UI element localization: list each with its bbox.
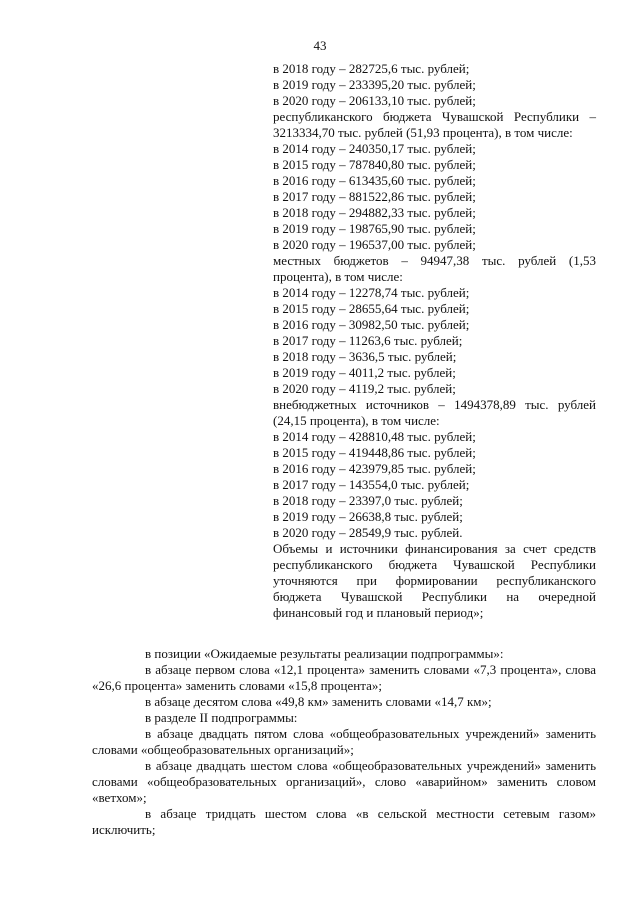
list-item: в 2020 году – 206133,10 тыс. рублей; <box>273 93 476 108</box>
list-item: в 2014 году – 428810,48 тыс. рублей; <box>273 429 476 444</box>
year-list-c <box>273 285 596 397</box>
list-item: в 2016 году – 30982,50 тыс. рублей; <box>273 317 470 332</box>
year-list-d <box>273 429 596 541</box>
list-item: в 2020 году – 28549,9 тыс. рублей. <box>273 525 463 540</box>
list-item: в 2019 году – 4011,2 тыс. рублей; <box>273 365 456 380</box>
local-budget-paragraph: местных бюджетов – 94947,38 тыс. рублей (1,53 процента), в том числе: <box>273 253 596 284</box>
list-item: в 2016 году – 423979,85 тыс. рублей; <box>273 461 476 476</box>
list-item: в 2018 году – 294882,33 тыс. рублей; <box>273 205 476 220</box>
list-item: в 2020 году – 196537,00 тыс. рублей; <box>273 237 476 252</box>
list-item: в 2019 году – 26638,8 тыс. рублей; <box>273 509 463 524</box>
year-list-b <box>273 141 596 253</box>
list-item: в 2019 году – 198765,90 тыс. рублей; <box>273 221 476 236</box>
paragraph: в позиции «Ожидаемые результаты реализации подпрограммы»: <box>145 646 504 661</box>
paragraph: в абзаце тридцать шестом слова «в сельской местности сетевым газом» исключить; <box>92 806 596 837</box>
paragraph: в абзаце двадцать шестом слова «общеобразовательных учреждений» заменить словами «общеобразовательных организаций», слово «аварийном» заменить словом «ветхом»; <box>92 758 596 805</box>
funding-column <box>273 61 596 621</box>
list-item: в 2018 году – 282725,6 тыс. рублей; <box>273 61 470 76</box>
paragraph: в абзаце десятом слова «49,8 км» заменить словами «14,7 км»; <box>145 694 492 709</box>
amendments-text <box>92 646 596 838</box>
list-item: в 2018 году – 23397,0 тыс. рублей; <box>273 493 463 508</box>
year-list-a <box>273 61 596 109</box>
paragraph: в абзаце первом слова «12,1 процента» заменить словами «7,3 процента», слова «26,6 процента» заменить словами «15,8 процента»; <box>92 662 596 693</box>
list-item: в 2017 году – 11263,6 тыс. рублей; <box>273 333 463 348</box>
paragraph: в абзаце двадцать пятом слова «общеобразовательных учреждений» заменить словами «общеобразовательных организаций»; <box>92 726 596 757</box>
republic-budget-paragraph: республиканского бюджета Чувашской Республики – 3213334,70 тыс. рублей (51,93 процента), в том числе: <box>273 109 596 140</box>
closing-paragraph: Объемы и источники финансирования за счет средств республиканского бюджета Чувашской Республики уточняются при формировании республиканского бюджета Чувашской Республики на очередной финансовый год и плановый период»; <box>273 541 596 620</box>
page-number: 43 <box>313 38 327 53</box>
list-item: в 2015 году – 28655,64 тыс. рублей; <box>273 301 470 316</box>
list-item: в 2015 году – 787840,80 тыс. рублей; <box>273 157 476 172</box>
list-item: в 2019 году – 233395,20 тыс. рублей; <box>273 77 476 92</box>
list-item: в 2015 году – 419448,86 тыс. рублей; <box>273 445 476 460</box>
list-item: в 2016 году – 613435,60 тыс. рублей; <box>273 173 476 188</box>
list-item: в 2020 году – 4119,2 тыс. рублей; <box>273 381 456 396</box>
list-item: в 2017 году – 143554,0 тыс. рублей; <box>273 477 470 492</box>
list-item: в 2014 году – 12278,74 тыс. рублей; <box>273 285 470 300</box>
list-item: в 2017 году – 881522,86 тыс. рублей; <box>273 189 476 204</box>
extra-budget-paragraph: внебюджетных источников – 1494378,89 тыс. рублей (24,15 процента), в том числе: <box>273 397 596 428</box>
list-item: в 2014 году – 240350,17 тыс. рублей; <box>273 141 476 156</box>
list-item: в 2018 году – 3636,5 тыс. рублей; <box>273 349 457 364</box>
paragraph: в разделе II подпрограммы: <box>145 710 298 725</box>
